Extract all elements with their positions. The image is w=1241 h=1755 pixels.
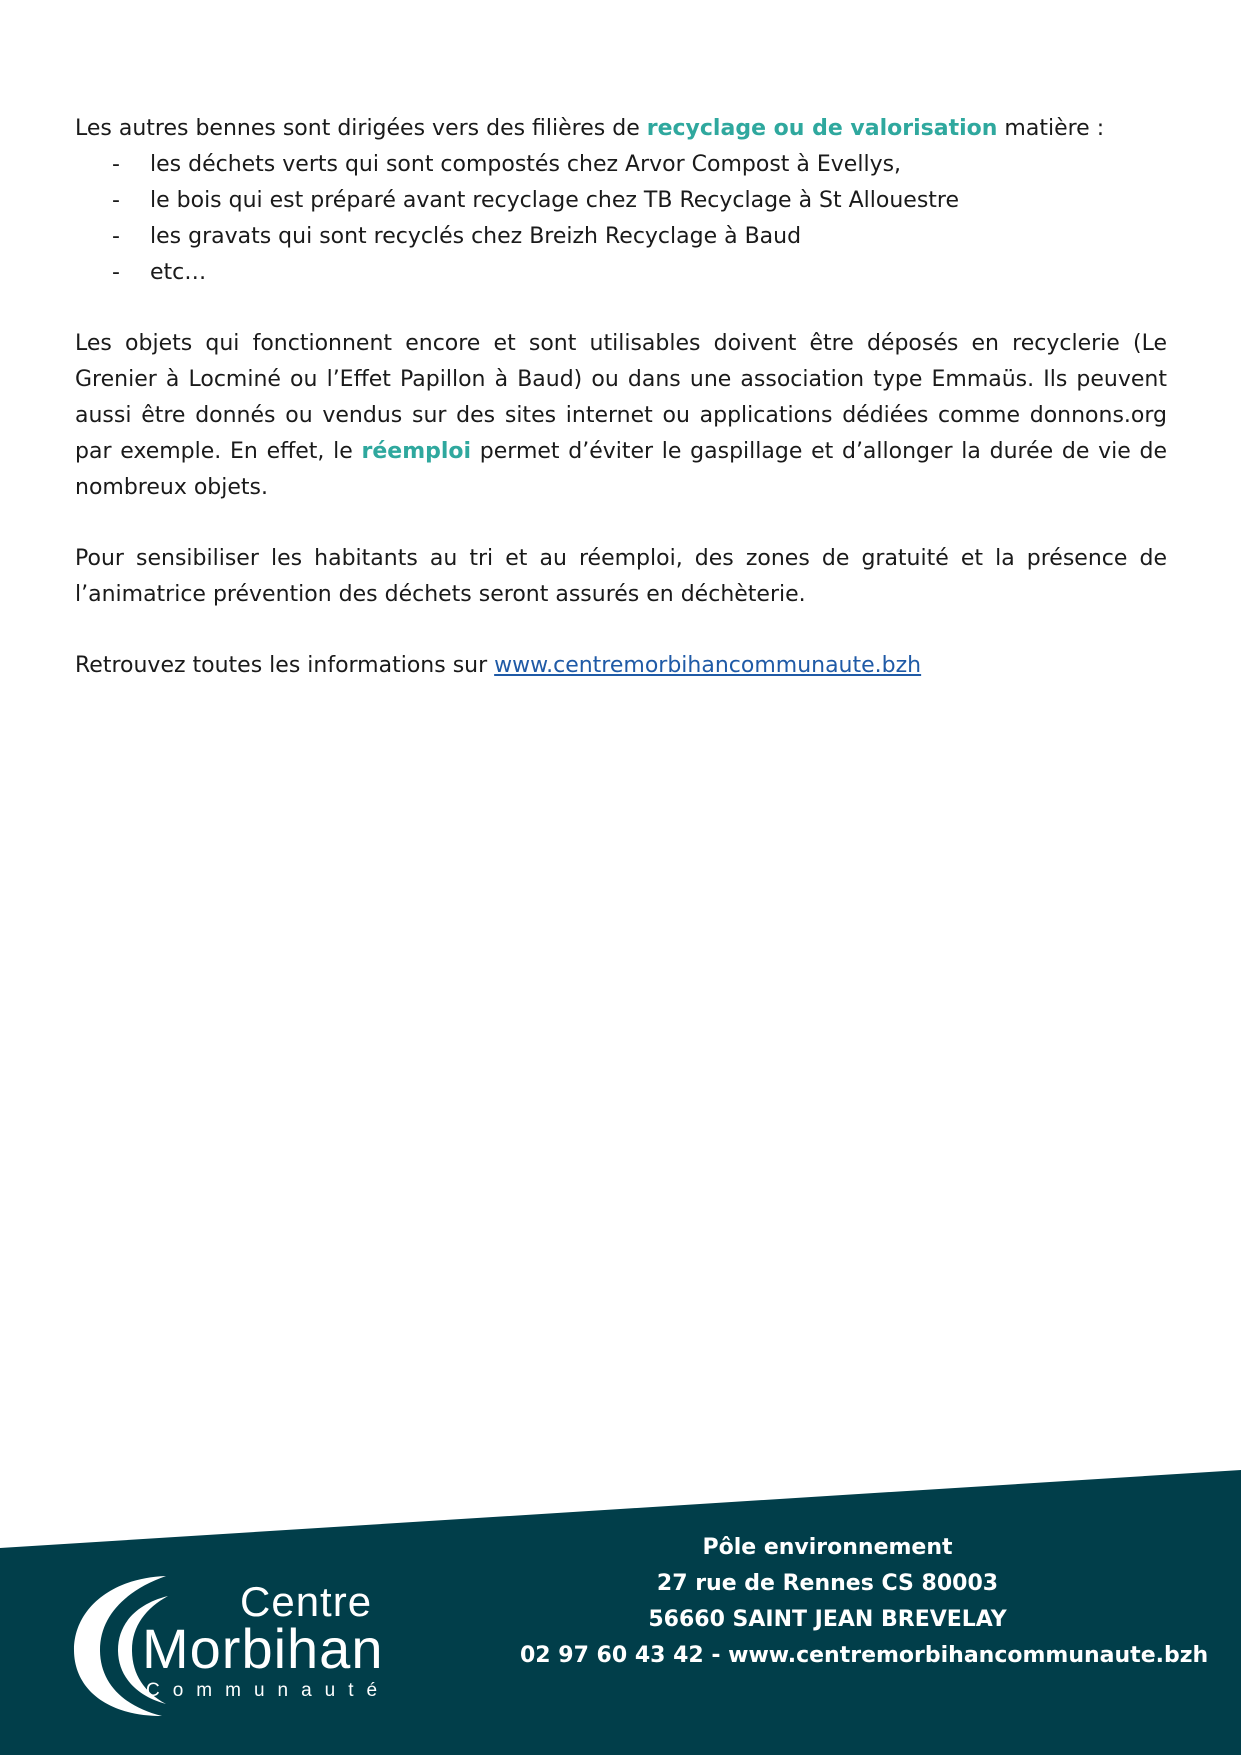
list-item	[75, 183, 1167, 219]
list-item-text: etc…	[150, 260, 207, 285]
contact-phone-web: 02 97 60 43 42 - www.centremorbihancommunaute.bzh	[520, 1643, 1209, 1668]
logo-word-morbihan: Morbihan	[142, 1617, 384, 1680]
bullet-dash: -	[112, 260, 120, 285]
list-item	[75, 219, 1167, 255]
list-item	[75, 147, 1167, 183]
contact-block	[520, 1530, 1209, 1674]
bullet-dash: -	[112, 152, 120, 177]
document-body	[75, 111, 1167, 684]
centre-morbihan-logo	[70, 1570, 400, 1720]
list-item-text: les déchets verts qui sont compostés chez Arvor Compost à Evellys,	[150, 152, 902, 177]
list-item	[75, 255, 1167, 291]
intro-paragraph	[75, 111, 1167, 147]
info-paragraph	[75, 648, 1167, 684]
contact-department: Pôle environnement	[702, 1535, 953, 1560]
intro-text-end: matière :	[997, 116, 1105, 141]
intro-text: Les autres bennes sont dirigées vers des filières de	[75, 116, 647, 141]
logo-word-centre: Centre	[240, 1578, 373, 1625]
contact-city: 56660 SAINT JEAN BREVELAY	[648, 1607, 1007, 1632]
intro-highlight: recyclage ou de valorisation	[646, 116, 998, 141]
reuse-paragraph	[75, 326, 1167, 506]
website-link[interactable]: www.centremorbihancommunaute.bzh	[494, 653, 922, 678]
awareness-paragraph: Pour sensibiliser les habitants au tri et au réemploi, des zones de gratuité et la présence de l’animatrice prévention des déchets seront assurés en déchèterie.	[75, 546, 1167, 607]
reuse-highlight: réemploi	[361, 439, 472, 464]
list-item-text: le bois qui est préparé avant recyclage chez TB Recyclage à St Allouestre	[150, 188, 960, 213]
waste-stream-list	[75, 147, 1167, 291]
logo-word-communaute: Communauté	[146, 1680, 391, 1701]
bullet-dash: -	[112, 188, 120, 213]
reuse-text: Les objets qui fonctionnent encore et sont utilisables doivent être déposés en recyclerie (Le Grenier à Locminé ou l’Effet Papillon à Baud) ou dans une association type Emmaüs. Ils peuvent aussi être donnés ou vendus sur des sites internet ou applications dédiées comme donnons.org par exemple. En effet, le	[75, 331, 1167, 464]
bullet-dash: -	[112, 224, 120, 249]
contact-street: 27 rue de Rennes CS 80003	[656, 1571, 999, 1596]
info-text: Retrouvez toutes les informations sur	[75, 653, 495, 678]
reuse-text-end: permet d’éviter le gaspillage et d’allonger la durée de vie de nombreux objets.	[75, 439, 1167, 500]
list-item-text: les gravats qui sont recyclés chez Breizh Recyclage à Baud	[150, 224, 802, 249]
